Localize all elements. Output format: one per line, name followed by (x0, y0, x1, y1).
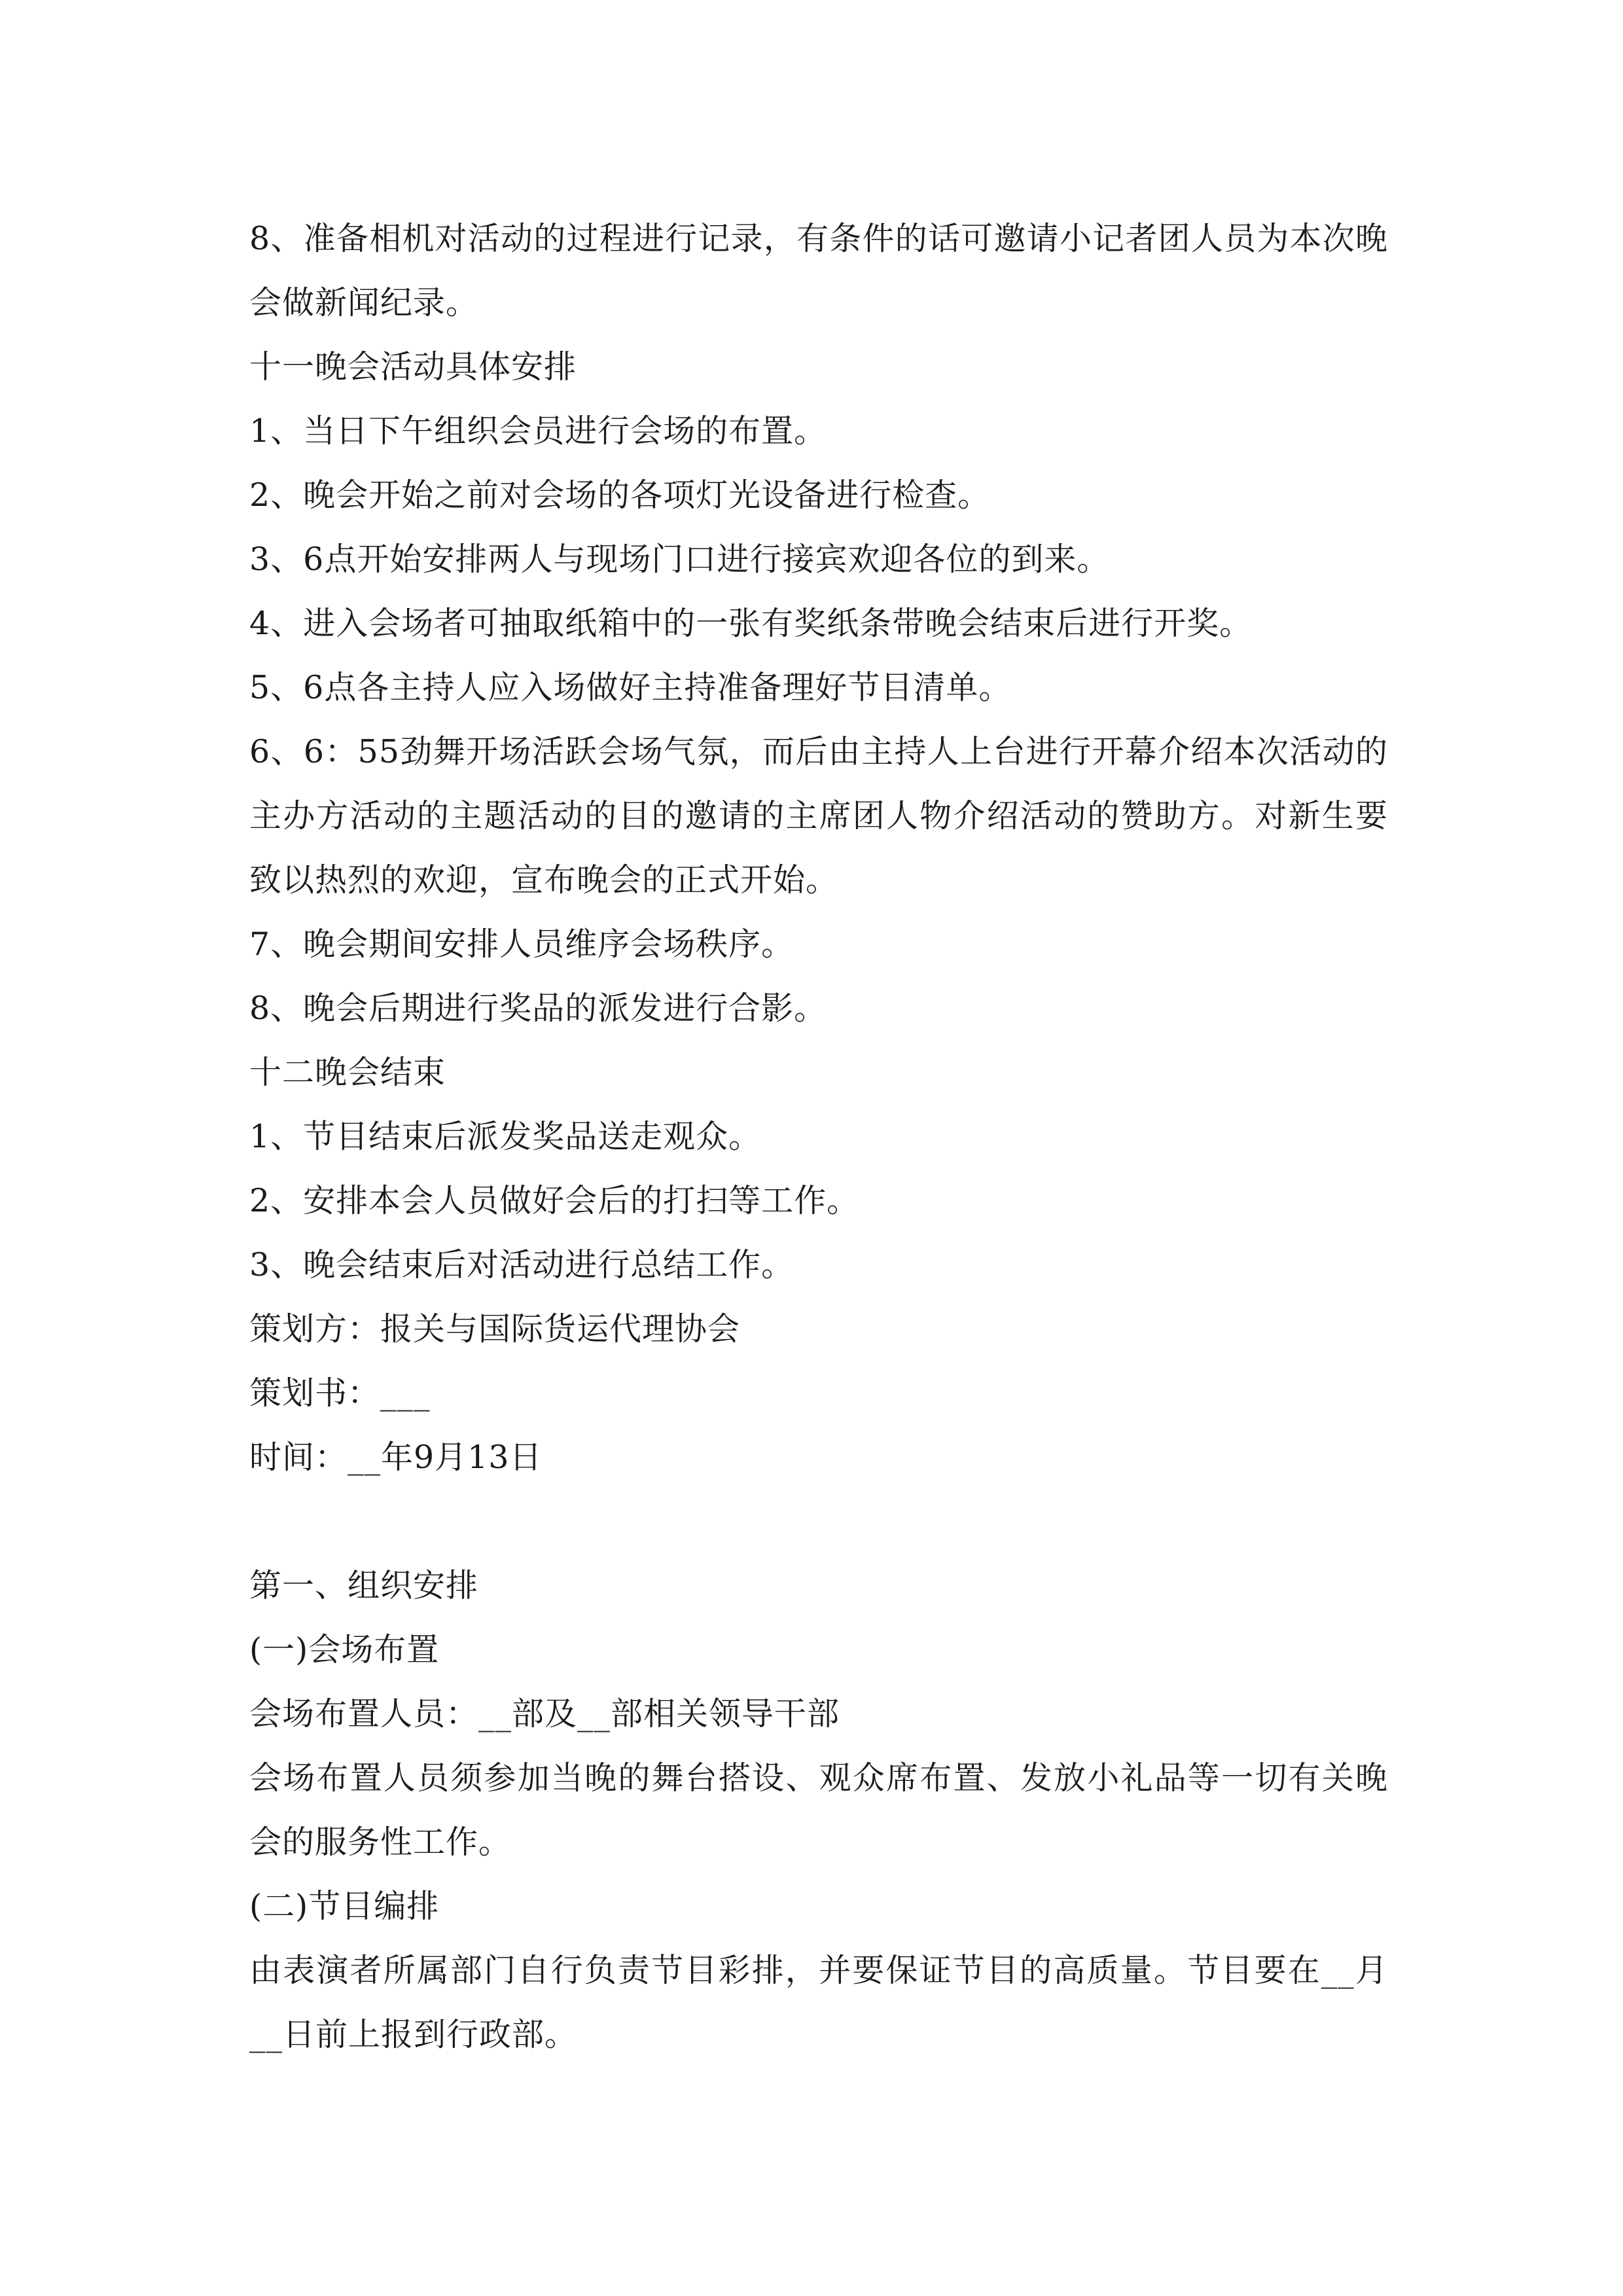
list-item: 6、6：55劲舞开场活跃会场气氛，而后由主持人上台进行开幕介绍本次活动的主办方活动的主题活动的目的邀请的主席团人物介绍活动的赞助方。对新生要致以热烈的欢迎，宣布晚会的正式开始。 (249, 733, 1388, 899)
subheading-venue-setup: (一)会场布置 (249, 1631, 440, 1668)
venue-desc: 会场布置人员须参加当晚的舞台搭设、观众席布置、发放小礼品等一切有关晚会的服务性工作。 (249, 1759, 1388, 1861)
list-item: 1、节目结束后派发奖品送走观众。 (249, 1118, 762, 1155)
list-item: 3、6点开始安排两人与现场门口进行接宾欢迎各位的到来。 (249, 541, 1110, 578)
planner-line: 策划方：报关与国际货运代理协会 (249, 1310, 741, 1348)
date-line: 时间：__年9月13日 (249, 1439, 543, 1476)
list-item: 5、6点各主持人应入场做好主持准备理好节目清单。 (249, 669, 1012, 706)
plan-book-line: 策划书：___ (249, 1374, 431, 1412)
list-item: 1、当日下午组织会员进行会场的布置。 (249, 412, 827, 450)
list-item: 4、进入会场者可抽取纸箱中的一张有奖纸条带晚会结束后进行开奖。 (249, 605, 1253, 642)
heading-first-organization: 第一、组织安排 (249, 1567, 479, 1604)
document-body (249, 207, 1388, 2067)
list-item: 7、晚会期间安排人员维序会场秩序。 (249, 925, 794, 963)
program-desc: 由表演者所属部门自行负责节目彩排，并要保证节目的高质量。节目要在__月__日前上报到行政部。 (249, 1952, 1388, 2053)
item-8-camera: 8、准备相机对活动的过程进行记录，有条件的话可邀请小记者团人员为本次晚会做新闻纪录。 (249, 220, 1388, 321)
heading-section-11: 十一晚会活动具体安排 (249, 348, 577, 386)
list-item: 2、安排本会人员做好会后的打扫等工作。 (249, 1182, 860, 1219)
venue-staff-line: 会场布置人员：__部及__部相关领导干部 (249, 1695, 840, 1732)
section-gap (249, 1490, 1388, 1554)
list-item: 2、晚会开始之前对会场的各项灯光设备进行检查。 (249, 476, 991, 514)
list-item: 3、晚会结束后对活动进行总结工作。 (249, 1246, 794, 1283)
subheading-program: (二)节目编排 (249, 1888, 440, 1925)
heading-section-12: 十二晚会结束 (249, 1054, 446, 1091)
list-item: 8、晚会后期进行奖品的派发进行合影。 (249, 990, 827, 1027)
